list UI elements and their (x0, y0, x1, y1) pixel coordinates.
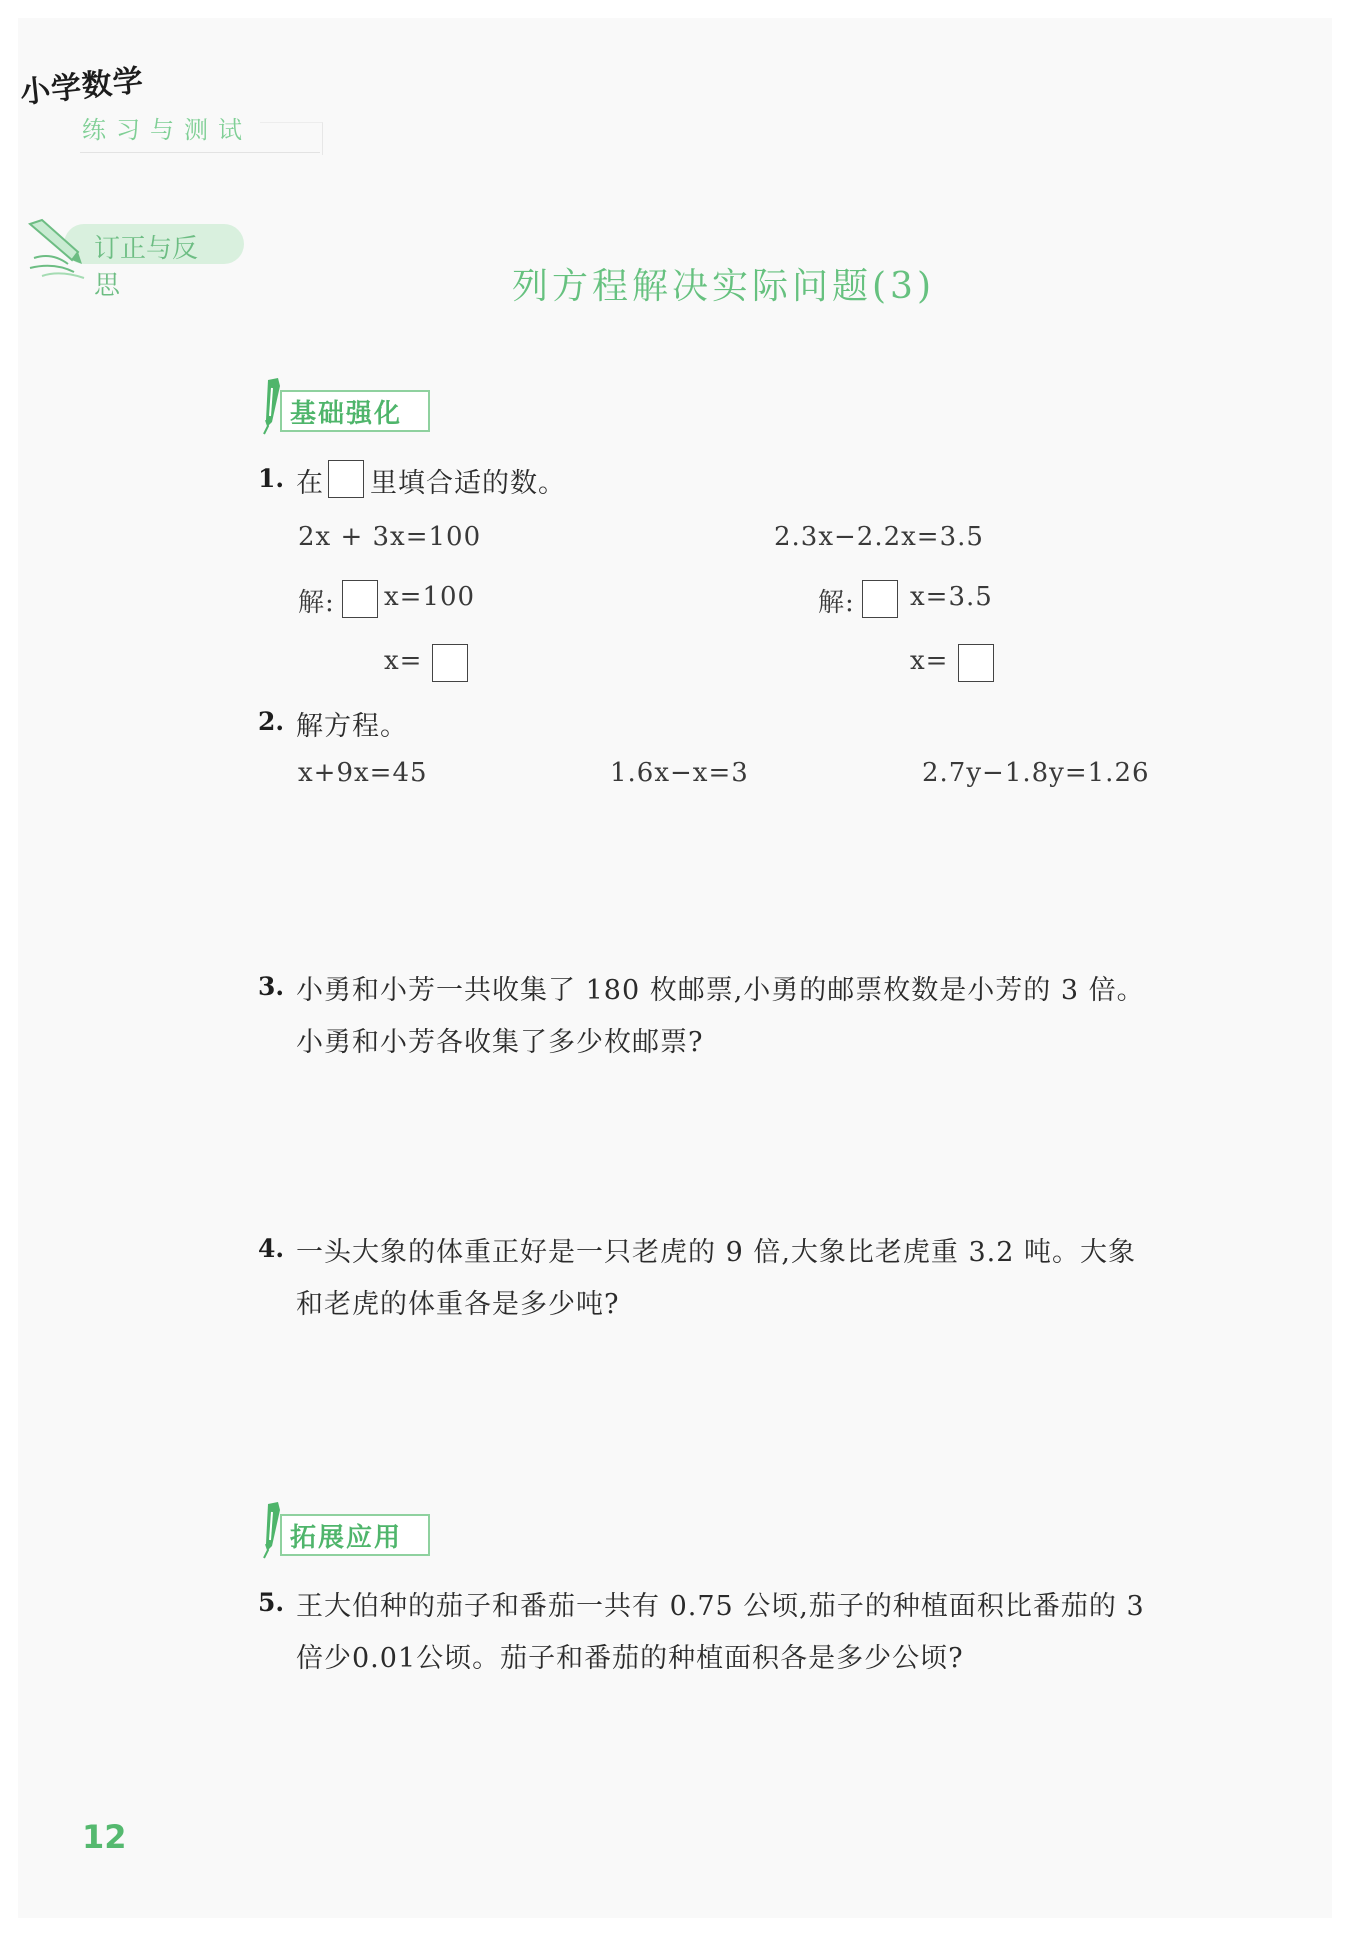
brand-bracket (260, 122, 323, 155)
pencil-icon (28, 218, 98, 280)
page-number: 12 (82, 1818, 127, 1856)
q2-equation-3: 2.7y−1.8y=1.26 (922, 758, 1150, 788)
q5-line-1: 王大伯种的茄子和番茄一共有 0.75 公顷,茄子的种植面积比番茄的 3 (296, 1591, 1145, 1622)
correction-text: 订正与反思 (94, 234, 199, 301)
q2-equation-1: x+9x=45 (298, 758, 428, 788)
section-extend (258, 1514, 428, 1554)
q3-line-1: 小勇和小芳一共收集了 180 枚邮票,小勇的邮票枚数是小芳的 3 倍。 (296, 975, 1145, 1006)
q2-number: 2. (258, 707, 285, 736)
q5-line-2: 倍少0.01公顷。茄子和番茄的种植面积各是多少公顷? (296, 1643, 964, 1674)
q4-line-1: 一头大象的体重正好是一只老虎的 9 倍,大象比老虎重 3.2 吨。大象 (296, 1237, 1137, 1268)
q1-right-step-prefix: 解: (818, 588, 855, 618)
section-basic-label: 基础强化 (290, 399, 403, 429)
q2-text: 解方程。 (296, 711, 408, 742)
q1-right-result-prefix: x= (910, 646, 949, 676)
q1-left-blank-result[interactable] (432, 644, 468, 682)
q1-right-equation: 2.3x−2.2x=3.5 (774, 522, 984, 552)
page-title: 列方程解决实际问题(3) (512, 266, 935, 307)
q1-left-blank-coef[interactable] (342, 580, 378, 618)
q3-line-2: 小勇和小芳各收集了多少枚邮票? (296, 1027, 704, 1058)
q1-right-step-suffix: x=3.5 (910, 582, 993, 612)
q1-left-equation: 2x + 3x=100 (298, 522, 482, 552)
section-basic (258, 390, 428, 430)
q1-left-step-suffix: x=100 (384, 582, 476, 612)
q1-left-result-prefix: x= (384, 646, 423, 676)
q4-number: 4. (258, 1234, 285, 1263)
correction-label (28, 218, 216, 301)
q1-right-blank-result[interactable] (958, 644, 994, 682)
q2-equation-2: 1.6x−x=3 (610, 758, 749, 788)
q5-number: 5. (258, 1588, 285, 1617)
q1-number: 1. (258, 464, 285, 493)
q3-number: 3. (258, 972, 285, 1001)
q1-instruction-box (328, 460, 364, 498)
q4-line-2: 和老虎的体重各是多少吨? (296, 1289, 620, 1320)
brand-subtitle: 练习与测试 (82, 116, 252, 144)
q1-left-step-prefix: 解: (298, 588, 335, 618)
q1-text-after: 里填合适的数。 (370, 468, 566, 499)
q1-text-before: 在 (296, 468, 324, 499)
q1-right-blank-coef[interactable] (862, 580, 898, 618)
section-extend-label: 拓展应用 (290, 1523, 403, 1553)
brand-title: 小学数学 (18, 63, 146, 111)
